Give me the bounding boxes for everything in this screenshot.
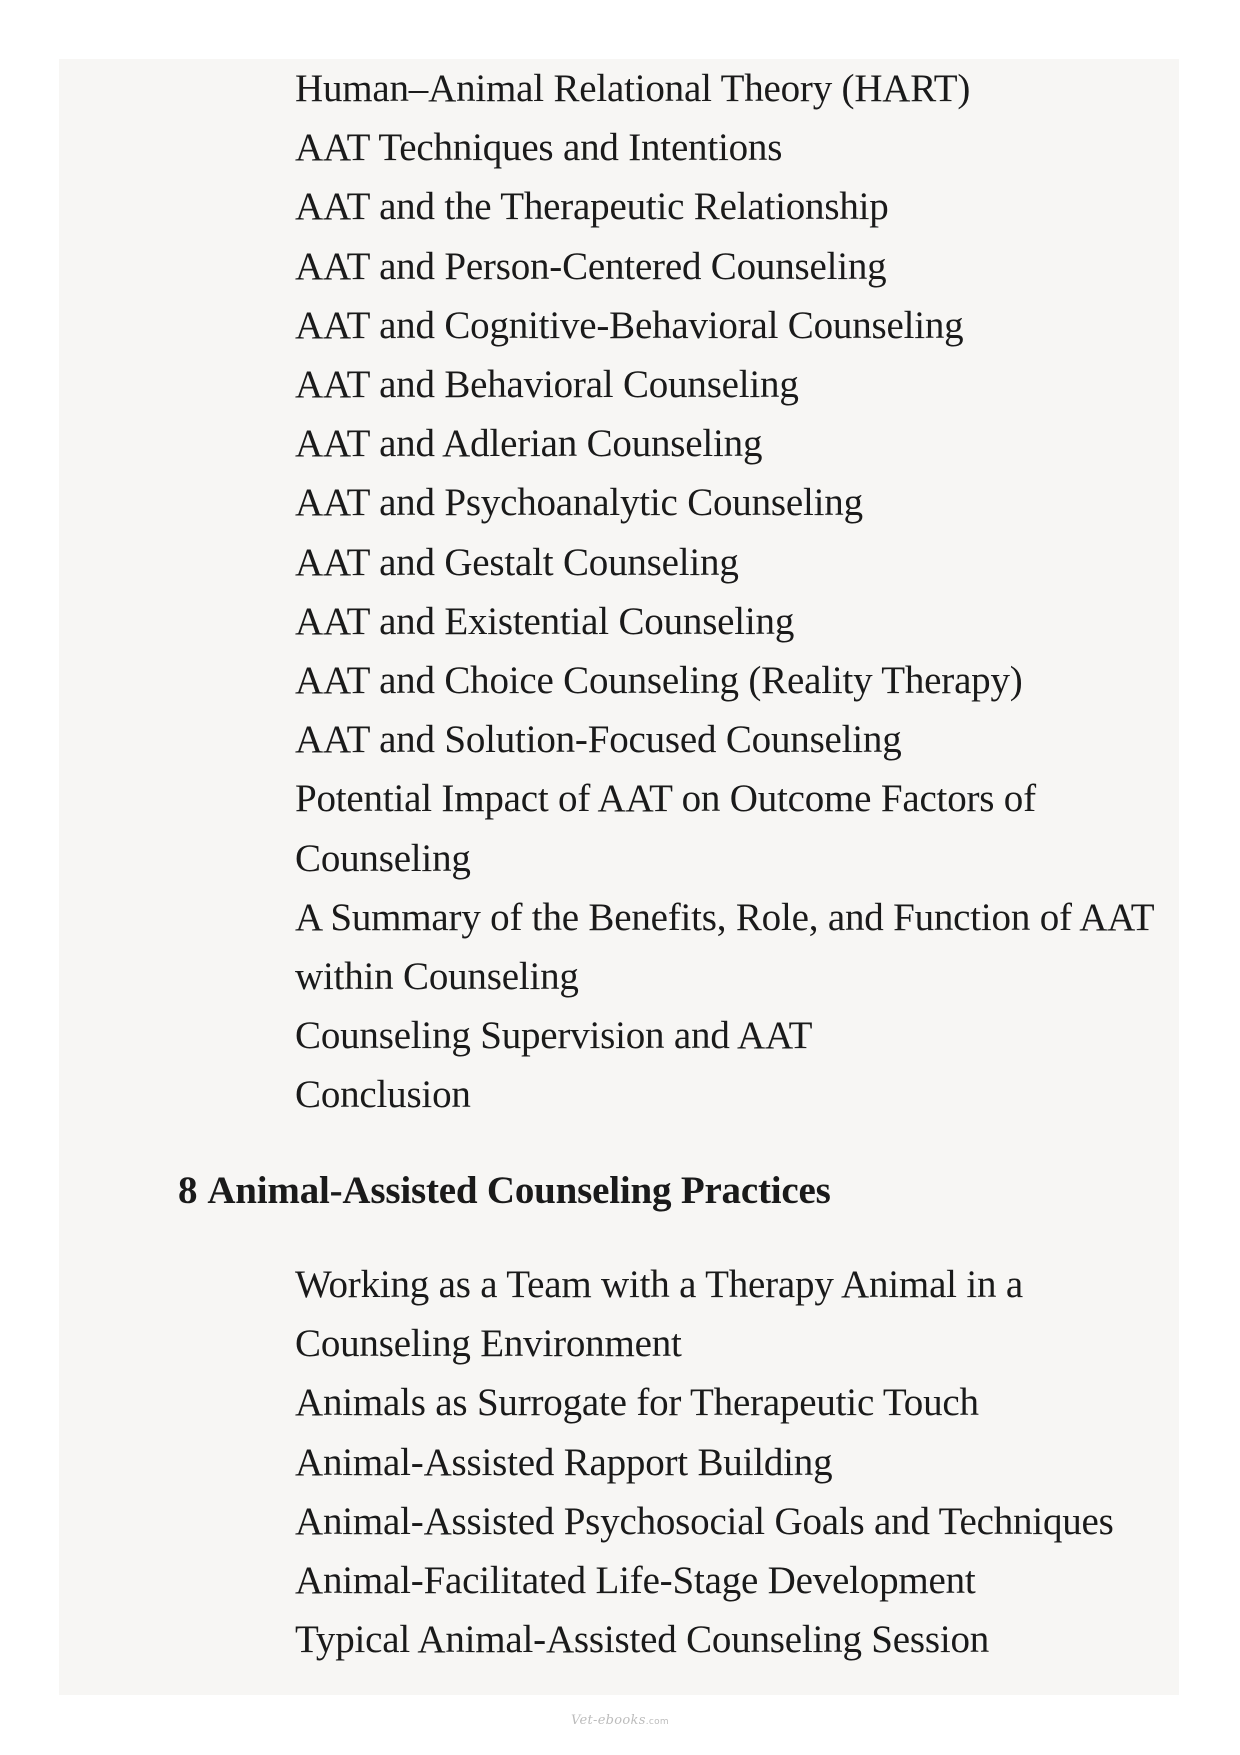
toc-item[interactable]: Counseling Supervision and AAT — [295, 1014, 813, 1058]
toc-item[interactable]: Animal-Assisted Rapport Building — [295, 1440, 833, 1484]
watermark-suffix: .com — [645, 1717, 670, 1727]
toc-item[interactable]: AAT and Gestalt Counseling — [295, 540, 739, 584]
toc-item[interactable]: AAT Techniques and Intentions — [295, 126, 783, 170]
toc-item[interactable]: A Summary of the Benefits, Role, and Function of AAT within Counseling — [295, 895, 1154, 999]
toc-item[interactable]: Human–Animal Relational Theory (HART) — [295, 67, 971, 110]
watermark-brand: Vet-ebooks — [570, 1713, 646, 1728]
toc-list-section-a — [295, 59, 1175, 1125]
toc-item[interactable]: Animal-Assisted Psychosocial Goals and Techniques — [295, 1499, 1114, 1543]
chapter-number: 8 — [178, 1169, 198, 1212]
toc-item[interactable]: Working as a Team with a Therapy Animal in a Counseling Environment — [295, 1263, 1023, 1366]
toc-item[interactable]: Animals as Surrogate for Therapeutic Touch — [295, 1381, 979, 1425]
toc-item[interactable]: AAT and Choice Counseling (Reality Therapy) — [295, 659, 1023, 703]
toc-item[interactable]: AAT and Psychoanalytic Counseling — [295, 481, 863, 525]
toc-item[interactable]: Potential Impact of AAT on Outcome Factors of Counseling — [295, 777, 1036, 880]
toc-list-section-b — [295, 1255, 1175, 1669]
toc-item[interactable]: AAT and Existential Counseling — [295, 599, 795, 643]
toc-item[interactable]: Typical Animal-Assisted Counseling Session — [295, 1618, 990, 1662]
chapter-heading[interactable] — [178, 1161, 831, 1220]
toc-item[interactable]: Conclusion — [295, 1073, 471, 1117]
toc-item[interactable]: AAT and Behavioral Counseling — [295, 363, 799, 407]
chapter-title: Animal-Assisted Counseling Practices — [207, 1169, 831, 1212]
toc-item[interactable]: AAT and Solution-Focused Counseling — [295, 718, 902, 762]
toc-item[interactable]: AAT and Person-Centered Counseling — [295, 244, 887, 288]
toc-item[interactable]: AAT and Cognitive-Behavioral Counseling — [295, 303, 964, 347]
page-area — [59, 59, 1179, 1695]
toc-item[interactable]: AAT and Adlerian Counseling — [295, 422, 763, 466]
toc-item[interactable]: AAT and the Therapeutic Relationship — [295, 185, 889, 229]
watermark-logo — [0, 1713, 1240, 1728]
toc-item[interactable]: Animal-Facilitated Life-Stage Development — [295, 1559, 976, 1603]
